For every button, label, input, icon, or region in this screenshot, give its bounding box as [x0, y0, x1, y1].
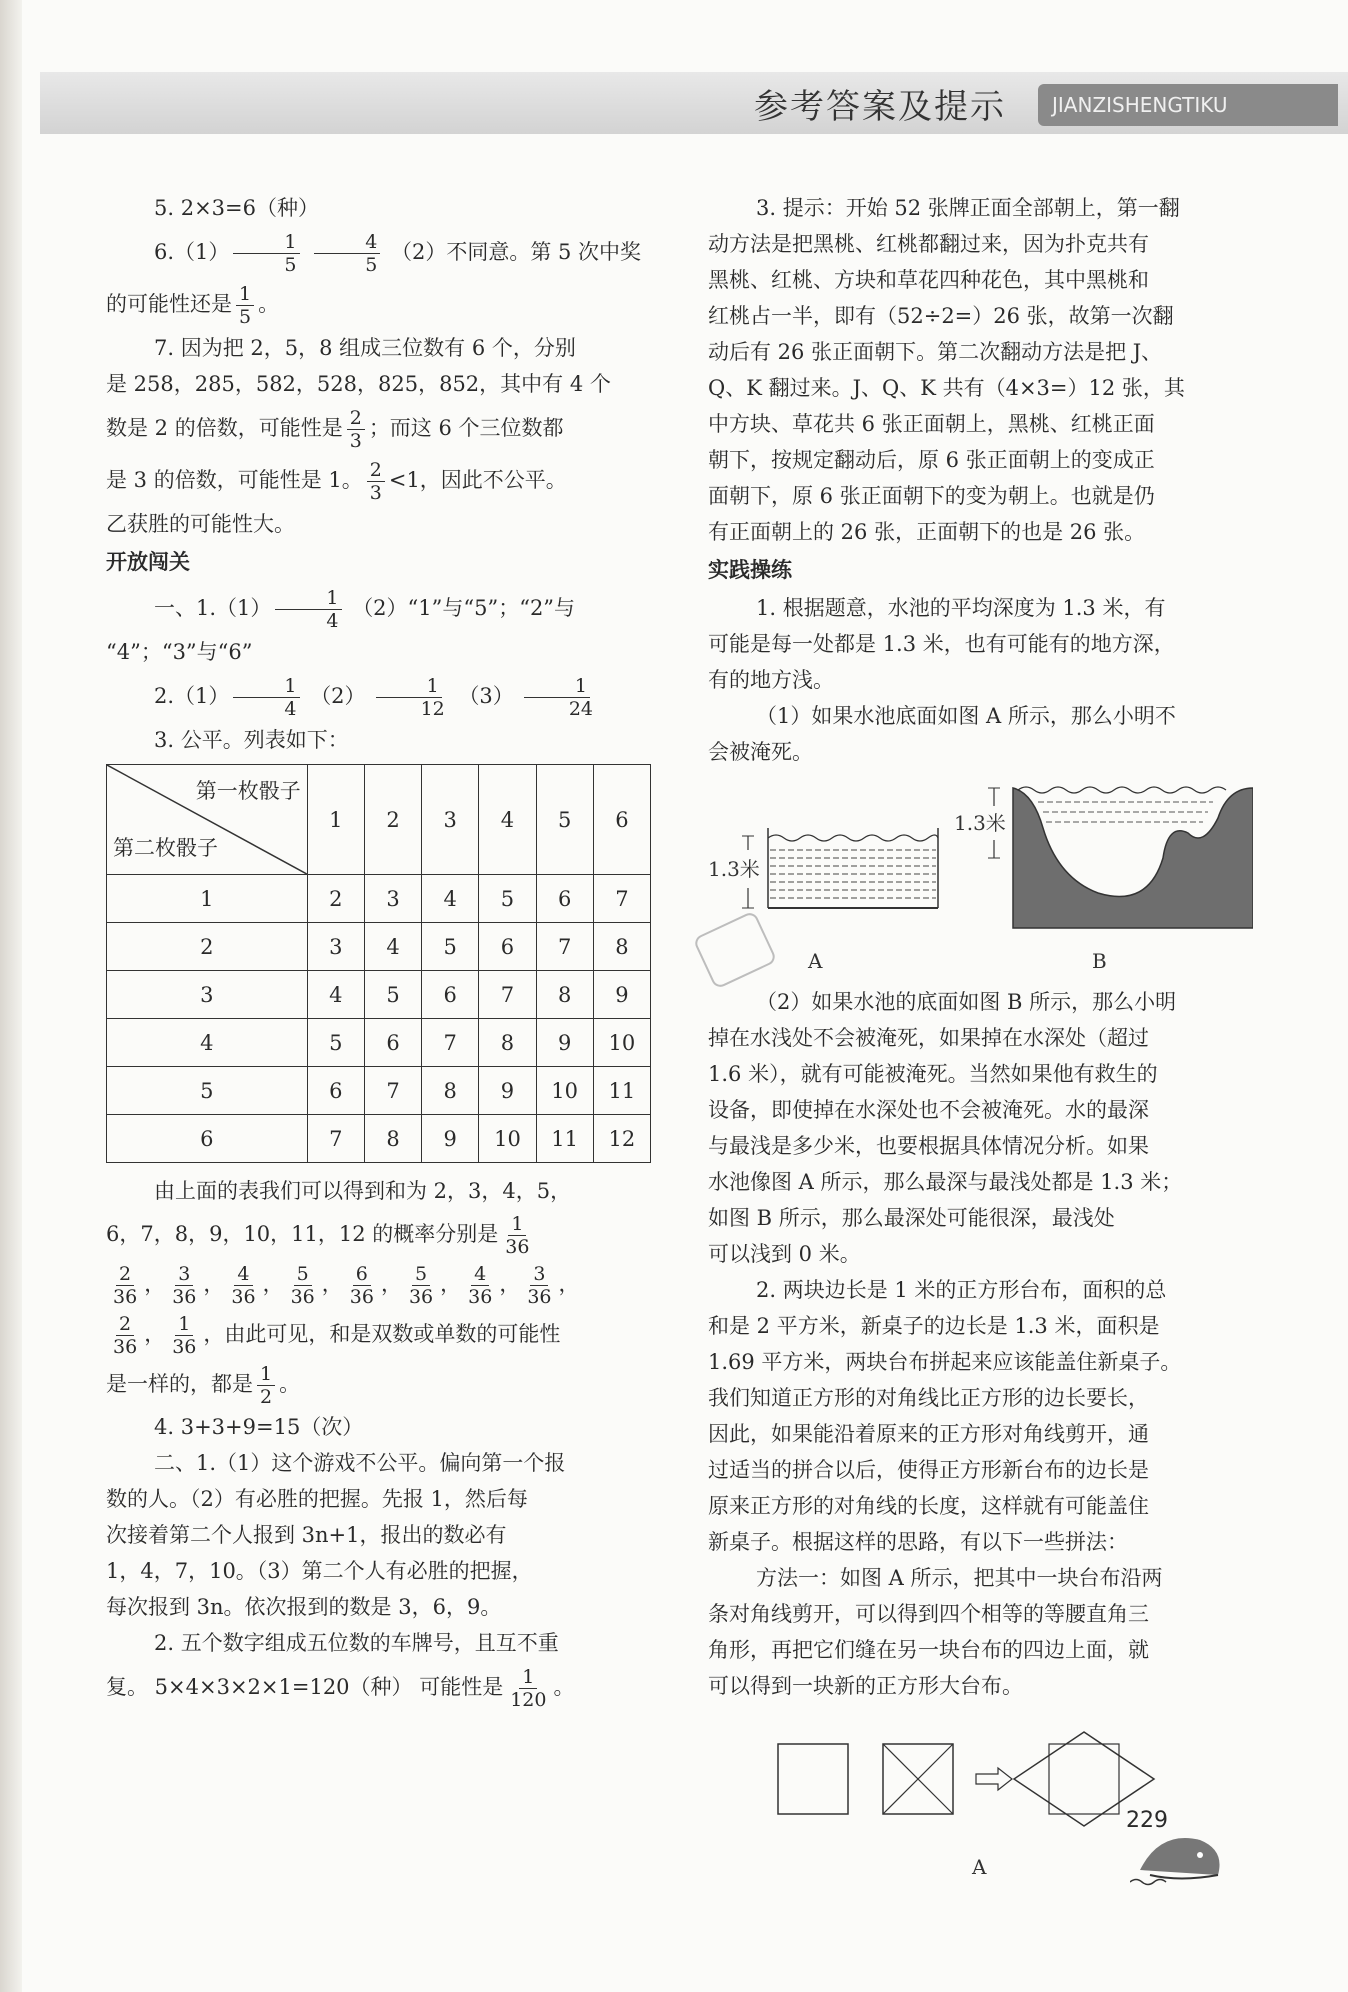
hint-3-line5: 动后有 26 张正面朝下。第二次翻动方法是把 J、: [708, 340, 1163, 364]
practice-2-line8: 新桌子。根据这样的思路，有以下一些拼法：: [708, 1530, 1128, 1554]
table-cell: 7: [536, 923, 593, 971]
hint-3-line10: 有正面朝上的 26 张，正面朝下的也是 26 张。: [708, 520, 1146, 544]
open-2-1-line3: 次接着第二个人报到 3n+1，报出的数必有: [106, 1523, 507, 1547]
table-cell: 8: [536, 971, 593, 1019]
practice-1-line1: 1. 根据题意，水池的平均深度为 1.3 米，有: [756, 596, 1166, 620]
hint-3-line8: 朝下，按规定翻动后，原 6 张正面朝上的变成正: [708, 448, 1155, 472]
table-cell: 8: [364, 1115, 421, 1163]
open-1-1: 一、1.（1） $\frac{1}{4}$ （2）“1”与“5”；“2”与: [154, 587, 576, 632]
open-2-1-line1: 二、1.（1）这个游戏不公平。偏向第一个报: [154, 1451, 566, 1475]
table-corner-cell: [107, 765, 308, 875]
table-row-header: 6: [107, 1115, 308, 1163]
hint-3-line9: 面朝下，原 6 张正面朝下的变为朝上。也就是仍: [708, 484, 1155, 508]
method-1-line2: 条对角线剪开，可以得到四个相等的等腰直角三: [708, 1602, 1149, 1626]
right-column: [708, 190, 1253, 1884]
probability-conclusion: $\frac{2}{36}$ ， $\frac{1}{36}$ ，由此可见，和是双数或单数的可能性: [106, 1309, 651, 1359]
practice-1-line2: 可能是每一处都是 1.3 米，也有可能有的地方深，: [708, 632, 1175, 656]
hint-3-line4: 红桃占一半，即有（52÷2=）26 张，故第一次翻: [708, 304, 1174, 328]
practice-1-line5: 会被淹死。: [708, 740, 813, 764]
fraction: $\frac{1}{5}$: [236, 283, 254, 328]
table-cell: 4: [422, 875, 479, 923]
answer-7-line4: 是 3 的倍数，可能性是 1。 $\frac{2}{3}$ <1，因此不公平。: [106, 459, 567, 504]
header-title: 参考答案及提示: [754, 86, 1006, 127]
method-1-line4: 可以得到一块新的正方形大台布。: [708, 1674, 1023, 1698]
hint-3-line3: 黑桃、红桃、方块和草花四种花色，其中黑桃和: [708, 268, 1149, 292]
practice-2-line2: 和是 2 平方米，新桌子的边长是 1.3 米，面积是: [708, 1314, 1160, 1338]
method-1-line1: 方法一：如图 A 所示，把其中一块台布沿两: [756, 1566, 1163, 1590]
table-row: [107, 1067, 651, 1115]
depth-label-a: 1.3米: [708, 857, 760, 881]
fraction: $\frac{1}{12}$: [370, 675, 448, 720]
figure-label-b: B: [1092, 949, 1107, 973]
fraction: $\frac{5}{36}$: [408, 1263, 434, 1308]
pool-figures: [708, 778, 1253, 978]
fraction: $\frac{1}{24}$: [518, 675, 596, 720]
fraction: $\frac{1}{5}$: [233, 231, 299, 276]
open-2-1-line5: 每次报到 3n。依次报到的数是 3，6，9。: [106, 1595, 502, 1619]
practice-1-line13: 可以浅到 0 米。: [708, 1242, 861, 1266]
practice-1-line8: 1.6 米），就有可能被淹死。当然如果他有救生的: [708, 1062, 1158, 1086]
open-1-2: 2.（1） $\frac{1}{4}$ （2） $\frac{1}{12}$ （3） $\frac{1}{24}$: [106, 670, 651, 722]
fraction: $\frac{2}{36}$: [113, 1313, 138, 1358]
table-col-header: 3: [422, 765, 479, 875]
table-row: [107, 1019, 651, 1067]
table-row-header: 2: [107, 923, 308, 971]
fraction: $\frac{6}{36}$: [349, 1263, 374, 1308]
practice-2-line6: 过适当的拼合以后，使得正方形新台布的边长是: [708, 1458, 1149, 1482]
table-cell: 7: [593, 875, 650, 923]
table-cell: 6: [479, 923, 536, 971]
table-cell: 10: [593, 1019, 650, 1067]
practice-2-line7: 原来正方形的对角线的长度，这样就有可能盖住: [708, 1494, 1149, 1518]
practice-1-line10: 与最浅是多少米，也要根据具体情况分析。如果: [708, 1134, 1149, 1158]
dice-sum-table: [106, 764, 651, 1163]
table-cell: 8: [422, 1067, 479, 1115]
open-2-2-line1: 2. 五个数字组成五位数的车牌号，且互不重: [154, 1631, 559, 1655]
open-1-3: 3. 公平。列表如下：: [154, 728, 349, 752]
table-cell: 3: [307, 923, 364, 971]
table-cell: 12: [593, 1115, 650, 1163]
fraction: $\frac{2}{36}$: [113, 1263, 138, 1308]
method-1-line3: 角形，再把它们缝在另一块台布的四边上面，就: [708, 1638, 1149, 1662]
table-cell: 7: [479, 971, 536, 1019]
practice-2-line1: 2. 两块边长是 1 米的正方形台布，面积的总: [756, 1278, 1167, 1302]
answer-5: 5. 2×3=6（种）: [154, 196, 319, 220]
section-heading-open: 开放闯关: [106, 550, 190, 574]
table-col-header: 1: [307, 765, 364, 875]
table-cell: 10: [536, 1067, 593, 1115]
table-cell: 11: [536, 1115, 593, 1163]
table-col-header: 4: [479, 765, 536, 875]
fraction: $\frac{3}{36}$: [172, 1263, 197, 1308]
table-cell: 7: [422, 1019, 479, 1067]
table-cell: 11: [593, 1067, 650, 1115]
table-cell: 4: [364, 923, 421, 971]
table-cell: 6: [422, 971, 479, 1019]
table-cell: 6: [536, 875, 593, 923]
page-number: 229: [1126, 1808, 1168, 1833]
table-cell: 7: [307, 1115, 364, 1163]
probability-conclusion-cont: 是一样的，都是 $\frac{1}{2}$ 。: [106, 1363, 301, 1408]
answer-7-line5: 乙获胜的可能性大。: [106, 512, 295, 536]
fraction: $\frac{5}{36}$: [290, 1263, 315, 1308]
probability-intro: 由上面的表我们可以得到和为 2，3，4，5，: [154, 1179, 572, 1203]
table-cell: 9: [422, 1115, 479, 1163]
table-cell: 7: [364, 1067, 421, 1115]
fraction: $\frac{4}{36}$: [468, 1263, 493, 1308]
fraction: $\frac{4}{36}$: [231, 1263, 256, 1308]
left-column: [106, 190, 651, 1713]
corner-label-second-die: 第二枚骰子: [113, 836, 218, 860]
table-header-row: [107, 765, 651, 875]
fraction: $\frac{1}{36}$: [505, 1213, 530, 1258]
open-1-4: 4. 3+3+9=15（次）: [154, 1415, 364, 1439]
fraction: $\frac{1}{2}$: [257, 1363, 275, 1408]
table-row-header: 4: [107, 1019, 308, 1067]
table-row-header: 5: [107, 1067, 308, 1115]
fraction: $\frac{1}{36}$: [172, 1313, 197, 1358]
depth-label-b: 1.3米: [954, 811, 1006, 835]
table-cell: 5: [479, 875, 536, 923]
answer-7-line1: 7. 因为把 2，5，8 组成三位数有 6 个，分别: [154, 336, 576, 360]
fraction: $\frac{1}{4}$: [275, 587, 341, 632]
probability-line: 6，7，8，9，10，11，12 的概率分别是 $\frac{1}{36}$: [106, 1209, 651, 1259]
corner-label-first-die: 第一枚骰子: [195, 779, 301, 803]
table-col-header: 5: [536, 765, 593, 875]
fraction: $\frac{2}{3}$: [347, 407, 365, 452]
practice-2-line3: 1.69 平方米，两块台布拼起来应该能盖住新桌子。: [708, 1350, 1182, 1374]
table-cell: 8: [593, 923, 650, 971]
table-col-header: 6: [593, 765, 650, 875]
table-cell: 4: [307, 971, 364, 1019]
answer-7-line2: 是 258，285，582，528，825，852，其中有 4 个: [106, 372, 611, 396]
answer-6-cont: 的可能性还是 $\frac{1}{5}$ 。: [106, 283, 280, 328]
hint-3-line6: Q、K 翻过来。J、Q、K 共有（4×3=）12 张，其: [708, 376, 1185, 400]
table-cell: 5: [307, 1019, 364, 1067]
table-cell: 10: [479, 1115, 536, 1163]
fraction: $\frac{2}{3}$: [367, 459, 385, 504]
fraction: $\frac{4}{5}$: [314, 231, 380, 276]
header-tag: JIANZISHENGTIKU: [1038, 84, 1338, 126]
probability-fractions: $\frac{2}{36}$ ， $\frac{3}{36}$ ， $\frac{4}{36}$ ， $\frac{5}{36}$ ， $\frac{6}{36}$ ， $\frac{5}{36}$ ， $\frac{4}{36}$ ， $\frac{3}{36}$ ，: [106, 1259, 651, 1309]
open-2-2-line2: 复。 5×4×3×2×1=120（种） 可能性是 $\frac{1}{120}$ 。: [106, 1666, 575, 1711]
practice-2-line5: 因此，如果能沿着原来的正方形对角线剪开，通: [708, 1422, 1149, 1446]
table-cell: 5: [364, 971, 421, 1019]
table-cell: 5: [422, 923, 479, 971]
table-col-header: 2: [364, 765, 421, 875]
table-cell: 9: [479, 1067, 536, 1115]
table-cell: 3: [364, 875, 421, 923]
practice-1-line6: （2）如果水池的底面如图 B 所示，那么小明: [756, 990, 1177, 1014]
open-1-1-cont: “4”；“3”与“6”: [106, 640, 253, 664]
practice-1-line9: 设备，即使掉在水深处也不会被淹死。水的最深: [708, 1098, 1149, 1122]
figure-label-a: A: [808, 949, 823, 973]
whale-icon: [1130, 1820, 1230, 1890]
answer-7-line3: 数是 2 的倍数，可能性是 $\frac{2}{3}$ ；而这 6 个三位数都: [106, 407, 564, 452]
fraction: $\frac{1}{4}$: [233, 675, 299, 720]
table-cell: 8: [479, 1019, 536, 1067]
table-row: [107, 875, 651, 923]
table-cell: 9: [593, 971, 650, 1019]
section-heading-practice: 实践操练: [708, 558, 792, 582]
open-2-1-line2: 数的人。（2）有必胜的把握。先报 1，然后每: [106, 1487, 528, 1511]
hint-3-line1: 3. 提示：开始 52 张牌正面全部朝上，第一翻: [756, 196, 1180, 220]
fraction: $\frac{3}{36}$: [527, 1263, 552, 1308]
table-row: [107, 923, 651, 971]
table-cell: 9: [536, 1019, 593, 1067]
practice-2-line4: 我们知道正方形的对角线比正方形的边长要长，: [708, 1386, 1149, 1410]
answer-6: 6.（1） $\frac{1}{5}$ $\frac{4}{5}$ （2）不同意。第 5 次中奖: [154, 231, 642, 276]
hint-3-line7: 中方块、草花共 6 张正面朝上，黑桃、红桃正面: [708, 412, 1155, 436]
pool-diagram: [708, 778, 1253, 978]
practice-1-line3: 有的地方浅。: [708, 668, 834, 692]
practice-1-line11: 水池像图 A 所示，那么最深与最浅处都是 1.3 米；: [708, 1170, 1183, 1194]
practice-1-line12: 如图 B 所示，那么最深处可能很深，最浅处: [708, 1206, 1115, 1230]
practice-1-line7: 掉在水浅处不会被淹死，如果掉在水深处（超过: [708, 1026, 1149, 1050]
hint-3-line2: 动方法是把黑桃、红桃都翻过来，因为扑克共有: [708, 232, 1149, 256]
table-cell: 2: [307, 875, 364, 923]
table-row-header: 1: [107, 875, 308, 923]
fraction: $\frac{1}{120}$: [510, 1666, 547, 1711]
table-cell: 6: [307, 1067, 364, 1115]
figure-label-square: A: [972, 1855, 987, 1879]
torn-edge: [0, 0, 22, 1992]
practice-1-line4: （1）如果水池底面如图 A 所示，那么小明不: [756, 704, 1176, 728]
table-row-header: 3: [107, 971, 308, 1019]
open-2-1-line4: 1，4，7，10。（3）第二个人有必胜的把握，: [106, 1559, 533, 1583]
table-row: [107, 1115, 651, 1163]
table-cell: 6: [364, 1019, 421, 1067]
table-row: [107, 971, 651, 1019]
